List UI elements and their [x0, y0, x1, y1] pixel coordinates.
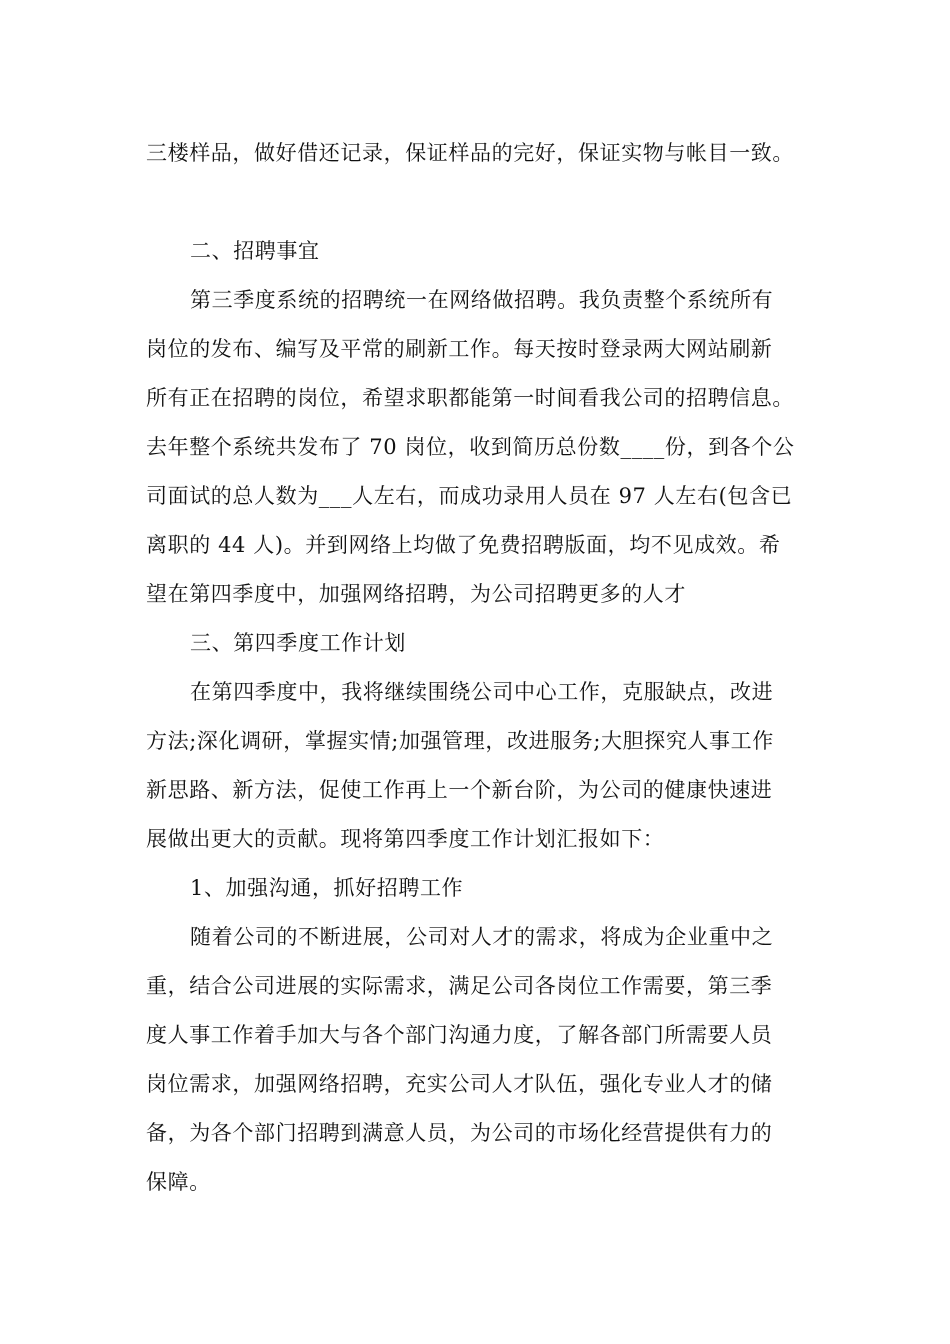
- text-line-21: 保障。: [146, 1170, 211, 1194]
- subheading-communication: 1、加强沟通，抓好招聘工作: [190, 876, 464, 900]
- text-line-6: 去年整个系统共发布了 70 岗位，收到简历总份数____份，到各个公: [146, 435, 795, 459]
- text-line-4: 岗位的发布、编写及平常的刷新工作。每天按时登录两大网站刷新: [146, 337, 773, 361]
- section-heading-recruitment: 二、招聘事宜: [190, 239, 320, 263]
- text-line-5: 所有正在招聘的岗位，希望求职都能第一时间看我公司的招聘信息。: [146, 386, 794, 410]
- text-line-18: 度人事工作着手加大与各个部门沟通力度，了解各部门所需要人员: [146, 1023, 773, 1047]
- section-heading-q4-plan: 三、第四季度工作计划: [190, 631, 406, 655]
- text-line-12: 方法;深化调研，掌握实情;加强管理，改进服务;大胆探究人事工作: [146, 729, 774, 753]
- text-line-3: 第三季度系统的招聘统一在网络做招聘。我负责整个系统所有: [190, 288, 774, 312]
- text-line-9: 望在第四季度中，加强网络招聘，为公司招聘更多的人才: [146, 582, 686, 606]
- text-line-7: 司面试的总人数为___人左右，而成功录用人员在 97 人左右(包含已: [146, 484, 793, 508]
- text-line-16: 随着公司的不断进展，公司对人才的需求，将成为企业重中之: [190, 925, 774, 949]
- text-line-8: 离职的 44 人)。并到网络上均做了免费招聘版面，均不见成效。希: [146, 533, 781, 557]
- text-line-1: 三楼样品，做好借还记录，保证样品的完好，保证实物与帐目一致。: [146, 141, 794, 165]
- text-line-14: 展做出更大的贡献。现将第四季度工作计划汇报如下：: [146, 827, 665, 851]
- text-line-13: 新思路、新方法，促使工作再上一个新台阶，为公司的健康快速进: [146, 778, 773, 802]
- text-line-17: 重，结合公司进展的实际需求，满足公司各岗位工作需要，第三季: [146, 974, 773, 998]
- text-line-11: 在第四季度中，我将继续围绕公司中心工作，克服缺点，改进: [190, 680, 774, 704]
- text-line-20: 备，为各个部门招聘到满意人员，为公司的市场化经营提供有力的: [146, 1121, 773, 1145]
- text-line-19: 岗位需求，加强网络招聘，充实公司人才队伍，强化专业人才的储: [146, 1072, 773, 1096]
